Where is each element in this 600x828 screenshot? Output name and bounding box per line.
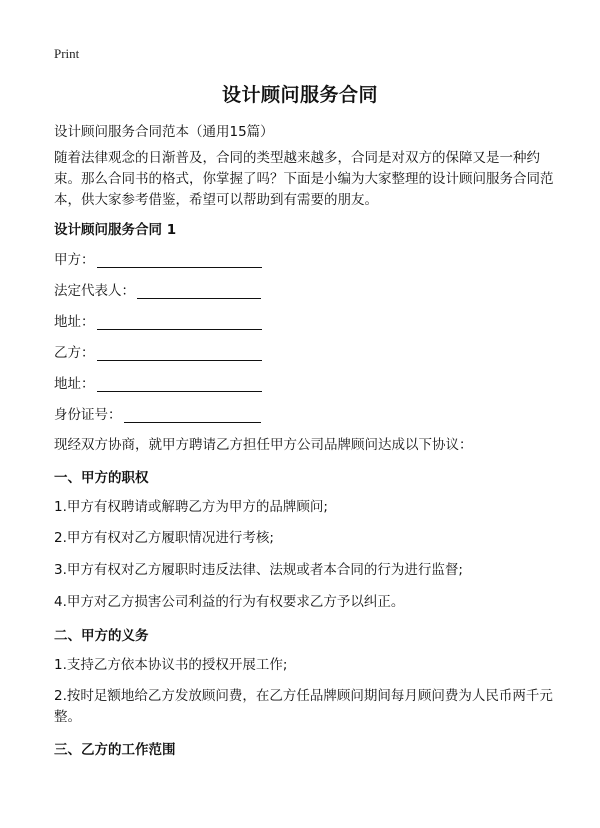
party-a-label: 甲方：: [54, 252, 95, 268]
id-number-blank[interactable]: [124, 408, 261, 423]
list-item: 4.甲方对乙方损害公司利益的行为有权要求乙方予以纠正。: [54, 594, 405, 610]
agreement-line: 现经双方协商，就甲方聘请乙方担任甲方公司品牌顾问达成以下协议：: [54, 437, 473, 453]
party-a-address-label: 地址：: [54, 314, 95, 330]
print-link[interactable]: Print: [54, 46, 80, 61]
list-item: 2.甲方有权对乙方履职情况进行考核;: [54, 530, 274, 546]
party-a-field: [54, 248, 262, 268]
legal-rep-blank[interactable]: [137, 284, 261, 299]
party-b-address-blank[interactable]: [97, 377, 262, 392]
document-title: 设计顾问服务合同: [221, 84, 378, 106]
section-heading: 三、乙方的工作范围: [54, 742, 176, 758]
party-b-field: [54, 341, 262, 361]
party-a-address-field: [54, 310, 262, 330]
party-b-address-field: [54, 372, 262, 392]
legal-rep-label: 法定代表人：: [54, 283, 135, 299]
party-b-label: 乙方：: [54, 345, 95, 361]
id-number-label: 身份证号：: [54, 407, 122, 423]
list-item: 2.按时足额地给乙方发放顾问费，在乙方任品牌顾问期间每月顾问费为人民币两千元整。: [54, 688, 553, 725]
document-subtitle: 设计顾问服务合同范本（通用15篇）: [54, 124, 274, 140]
list-item: 3.甲方有权对乙方履职时违反法律、法规或者本合同的行为进行监督;: [54, 562, 463, 578]
party-a-blank[interactable]: [97, 253, 262, 268]
intro-paragraph: 随着法律观念的日渐普及，合同的类型越来越多，合同是对双方的保障又是一种约束。那么合同书的格式，你掌握了吗？下面是小编为大家整理的设计顾问服务合同范本，供大家参考借鉴，希望可以帮助到有需要的朋友。: [54, 150, 554, 208]
party-b-blank[interactable]: [97, 346, 262, 361]
list-item: 1.支持乙方依本协议书的授权开展工作;: [54, 657, 288, 673]
id-number-field: [54, 403, 261, 423]
party-b-address-label: 地址：: [54, 376, 95, 392]
list-item: 1.甲方有权聘请或解聘乙方为甲方的品牌顾问;: [54, 499, 328, 515]
contract-heading: 设计顾问服务合同 1: [54, 222, 177, 238]
section-heading: 二、甲方的义务: [54, 628, 149, 644]
legal-rep-field: [54, 279, 261, 299]
section-heading: 一、甲方的职权: [54, 470, 149, 486]
party-a-address-blank[interactable]: [97, 315, 262, 330]
